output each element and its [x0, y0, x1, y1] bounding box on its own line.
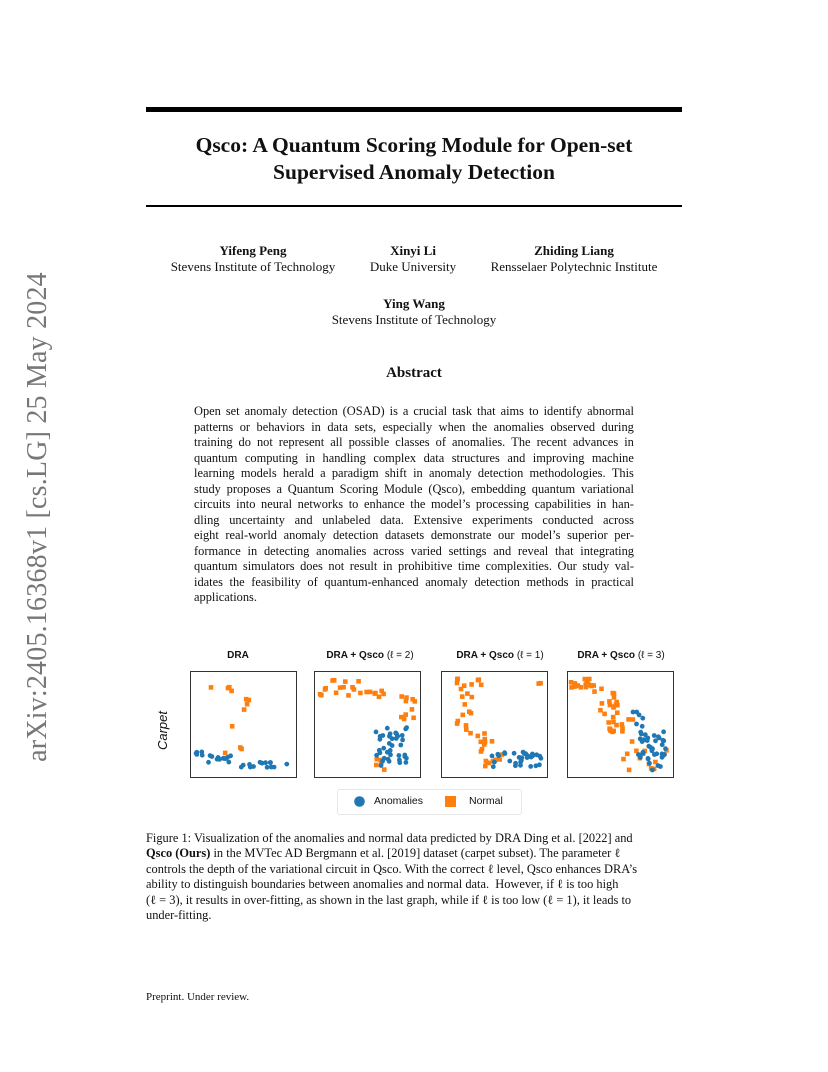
normal-point — [631, 717, 636, 722]
anomaly-point — [382, 756, 387, 761]
normal-point — [469, 682, 474, 687]
anomaly-point — [200, 753, 205, 758]
caption-bold-text: Qsco (Ours) — [146, 846, 211, 861]
scatter-plot-qsco-l2 — [314, 671, 421, 778]
anomaly-point — [661, 729, 666, 734]
panel-title: DRA — [227, 650, 249, 661]
normal-point — [620, 722, 625, 727]
normal-point — [600, 701, 605, 706]
abstract-line: circuits into neural networks to enhance the model’s processing capabilities in han- — [194, 497, 634, 511]
normal-point — [368, 690, 373, 695]
normal-point — [476, 734, 481, 739]
caption-line — [146, 893, 682, 908]
normal-point — [627, 768, 632, 773]
normal-point — [239, 747, 244, 752]
normal-point — [464, 723, 469, 728]
anomaly-point — [379, 763, 384, 768]
normal-point — [482, 742, 487, 747]
anomaly-point — [397, 758, 402, 763]
abstract-line: applications. — [194, 590, 257, 604]
author-name: Yifeng Peng — [219, 243, 287, 258]
normal-point — [476, 678, 481, 683]
normal-point — [468, 731, 473, 736]
normal-point — [599, 687, 604, 692]
anomaly-point — [661, 738, 666, 743]
abstract-line: training do not represent all possible classes of anomalies. The recent advances in — [194, 435, 634, 449]
normal-point — [479, 683, 484, 688]
anomaly-point — [194, 751, 199, 756]
normal-point — [615, 710, 620, 715]
abstract-line: quantum computing in handling complex data structures and improving machine — [194, 450, 634, 465]
anomaly-point — [387, 759, 392, 764]
normal-point — [464, 727, 469, 732]
normal-point — [614, 723, 619, 728]
anomaly-point — [226, 760, 231, 765]
anomaly-point — [404, 760, 409, 765]
abstract-line: patterns or behaviors in data sets, especially when the anomalies observed during — [194, 419, 634, 434]
normal-point — [483, 737, 488, 742]
anomaly-point — [490, 754, 495, 759]
normal-point — [490, 739, 495, 744]
anomaly-point — [661, 754, 666, 759]
normal-point — [381, 692, 386, 697]
normal-point — [230, 724, 235, 729]
normal-point — [350, 685, 355, 690]
anomaly-point — [263, 760, 268, 765]
anomaly-point — [381, 746, 386, 751]
normal-point — [584, 685, 589, 690]
normal-point — [536, 681, 541, 686]
author-block — [314, 296, 514, 328]
scatter-canvas — [442, 672, 547, 777]
anomaly-point — [640, 716, 645, 721]
abstract-line: quantum simulators does not result in prohibitive time complexities. Our study val- — [194, 559, 634, 573]
author-affiliation: Stevens Institute of Technology — [331, 312, 497, 327]
author-block — [163, 243, 343, 275]
normal-point — [244, 697, 249, 702]
anomaly-point — [208, 753, 213, 758]
caption-line — [146, 846, 682, 861]
author-affiliation: Rensselaer Polytechnic Institute — [490, 259, 658, 274]
anomaly-point — [385, 726, 390, 731]
row-label: Carpet — [155, 710, 171, 750]
abstract-line: formance in detecting anomalies across varied settings and reveal that integrating — [194, 543, 634, 558]
normal-point — [403, 712, 408, 717]
caption-line — [146, 862, 682, 877]
anomaly-point — [385, 750, 390, 755]
normal-point — [358, 691, 363, 696]
panel-title: DRA + Qsco (ℓ = 2) — [326, 650, 414, 661]
normal-point — [459, 687, 464, 692]
author-affiliation: Stevens Institute of Technology — [170, 259, 336, 274]
normal-point — [455, 677, 460, 682]
normal-point — [334, 691, 339, 696]
scatter-plot-qsco-l1 — [441, 671, 548, 778]
anomaly-point — [400, 738, 405, 743]
anomaly-point — [528, 764, 533, 769]
figure-legend — [337, 789, 522, 815]
anomaly-point — [650, 768, 655, 773]
caption-line — [146, 908, 682, 923]
anomaly-point — [239, 765, 244, 770]
anomalies-legend-marker — [354, 796, 365, 807]
normal-point — [484, 759, 489, 764]
anomaly-point — [640, 739, 645, 744]
normal-point — [602, 712, 607, 717]
scatter-canvas — [191, 672, 296, 777]
normal-point — [374, 763, 379, 768]
anomaly-point — [404, 756, 409, 761]
abstract-line: idates the feasibility of quantum-enhanced anomaly detection methods in practical — [194, 574, 634, 589]
normal-point — [592, 689, 597, 694]
author-name: Zhiding Liang — [534, 243, 614, 258]
caption-text: controls the depth of the variational circuit in Qsco. With the correct ℓ level, Qsco enhances DRA’s — [146, 861, 638, 876]
normal-point — [346, 693, 351, 698]
anomaly-point — [496, 753, 501, 758]
normal-point — [242, 707, 247, 712]
normal-point — [399, 694, 404, 699]
abstract-line: study proposes a Quantum Scoring Module (Qsco), embedding quantum variational — [194, 481, 634, 496]
legend-label-anomalies: Anomalies — [374, 795, 424, 807]
anomaly-point — [634, 722, 639, 727]
anomaly-point — [397, 753, 402, 758]
scatter-canvas — [315, 672, 420, 777]
title-line-2: Supervised Anomaly Detection — [273, 160, 555, 184]
normal-point — [456, 719, 461, 724]
normal-point — [463, 702, 468, 707]
anomaly-point — [507, 759, 512, 764]
anomaly-point — [374, 730, 379, 735]
normal-point — [625, 752, 630, 757]
title-top-rule — [146, 107, 682, 112]
scatter-canvas — [568, 672, 673, 777]
caption-text: in the MVTec AD Bergmann et al. [2019] dataset (carpet subset). The parameter ℓ — [210, 846, 621, 861]
anomaly-point — [390, 736, 395, 741]
anomaly-point — [639, 732, 644, 737]
anomaly-point — [378, 750, 383, 755]
anomaly-point — [398, 743, 403, 748]
caption-line — [146, 877, 682, 892]
anomaly-point — [268, 760, 273, 765]
caption-text: ability to distinguish boundaries between anomalies and normal data. However, if ℓ is too high — [146, 877, 619, 892]
panel-title: DRA + Qsco (ℓ = 3) — [577, 650, 665, 661]
normal-point — [608, 727, 613, 732]
anomaly-point — [404, 725, 409, 730]
anomaly-point — [215, 757, 220, 762]
normal-point — [373, 691, 378, 696]
anomaly-point — [663, 746, 668, 751]
abstract-line: eight real-world anomaly detection datasets demonstrate our model’s superior per- — [194, 528, 634, 542]
abstract-line: Open set anomaly detection (OSAD) is a crucial task that aims to identify abnormal — [194, 404, 634, 418]
abstract-heading: Abstract — [386, 365, 442, 381]
normal-point — [382, 767, 387, 772]
anomaly-point — [525, 755, 530, 760]
normal-point — [338, 685, 343, 690]
normal-point — [245, 702, 250, 707]
caption-text: under-fitting. — [146, 908, 212, 923]
author-affiliation: Duke University — [369, 259, 457, 274]
author-name: Xinyi Li — [390, 243, 436, 258]
title-line-1: Qsco: A Quantum Scoring Module for Open-set — [195, 133, 633, 157]
anomaly-point — [519, 755, 524, 760]
anomaly-point — [645, 738, 650, 743]
normal-point — [455, 681, 460, 686]
anomaly-point — [513, 761, 518, 766]
anomaly-point — [518, 760, 523, 765]
normal-point — [410, 707, 415, 712]
anomaly-point — [400, 733, 405, 738]
normal-point — [482, 731, 487, 736]
anomaly-point — [530, 752, 535, 757]
normal-point — [399, 715, 404, 720]
anomaly-point — [658, 764, 663, 769]
normal-point — [223, 751, 228, 756]
anomaly-point — [537, 762, 542, 767]
normal-point — [470, 695, 475, 700]
anomaly-point — [637, 753, 642, 758]
normal-point — [606, 720, 611, 725]
caption-text: Figure 1: Visualization of the anomalies and normal data predicted by DRA Ding et al. [2022] and — [146, 831, 633, 845]
normal-point — [585, 679, 590, 684]
anomaly-point — [537, 754, 542, 759]
anomaly-point — [492, 760, 497, 765]
normal-point — [479, 749, 484, 754]
anomaly-point — [646, 757, 651, 762]
anomaly-point — [390, 743, 395, 748]
normal-point — [460, 694, 465, 699]
anomaly-point — [206, 760, 211, 765]
abstract-line: learning models herald a paradigm shift in anomaly detection methodologies. This — [194, 466, 634, 480]
normal-point — [614, 702, 619, 707]
normal-point — [332, 678, 337, 683]
normal-point — [572, 684, 577, 689]
normal-point — [356, 679, 361, 684]
anomaly-point — [640, 724, 645, 729]
anomaly-point — [512, 751, 517, 756]
anomaly-point — [650, 748, 655, 753]
normal-point — [611, 715, 616, 720]
normal-point — [620, 729, 625, 734]
abstract-body — [194, 404, 634, 606]
normal-point — [626, 717, 631, 722]
author-block — [478, 243, 670, 275]
anomaly-point — [247, 762, 252, 767]
author-name: Ying Wang — [383, 296, 445, 311]
paper-title — [146, 132, 682, 186]
normal-point — [612, 695, 617, 700]
caption-text: (ℓ = 3), it results in over-fitting, as shown in the last graph, while if ℓ is too low (ℓ = 1), it leads to — [146, 892, 632, 907]
abstract-line: dling uncertainty and unlabeled data. Extensive experiments conducted across — [194, 512, 634, 527]
anomaly-point — [491, 764, 496, 769]
normal-point — [404, 695, 409, 700]
normal-point — [461, 713, 466, 718]
normal-point — [319, 693, 324, 698]
normal-legend-marker — [445, 796, 456, 807]
normal-point — [227, 685, 232, 690]
anomaly-point — [284, 762, 289, 767]
normal-point — [343, 679, 348, 684]
author-block — [353, 243, 473, 275]
normal-point — [598, 708, 603, 713]
normal-point — [630, 739, 635, 744]
title-bottom-rule — [146, 205, 682, 207]
normal-point — [591, 683, 596, 688]
normal-point — [413, 699, 418, 704]
legend-label-normal: Normal — [469, 795, 503, 807]
panel-title: DRA + Qsco (ℓ = 1) — [456, 650, 544, 661]
caption-line — [146, 831, 682, 846]
anomaly-point — [272, 765, 277, 770]
anomaly-point — [652, 733, 657, 738]
scatter-plot-qsco-l3 — [567, 671, 674, 778]
figure-caption — [146, 831, 682, 923]
anomaly-point — [657, 736, 662, 741]
anomaly-point — [637, 713, 642, 718]
anomaly-point — [378, 737, 383, 742]
footer-note: Preprint. Under review. — [146, 991, 250, 1003]
anomaly-point — [502, 750, 507, 755]
normal-point — [467, 709, 472, 714]
normal-point — [323, 687, 328, 692]
normal-point — [209, 685, 214, 690]
anomaly-point — [647, 761, 652, 766]
arxiv-identifier: arXiv:2405.16368v1 [cs.LG] 25 May 2024 — [22, 272, 54, 762]
normal-point — [621, 757, 626, 762]
anomaly-point — [393, 731, 398, 736]
normal-point — [465, 691, 470, 696]
anomaly-point — [265, 765, 270, 770]
scatter-plot-dra — [190, 671, 297, 778]
normal-point — [411, 716, 416, 721]
